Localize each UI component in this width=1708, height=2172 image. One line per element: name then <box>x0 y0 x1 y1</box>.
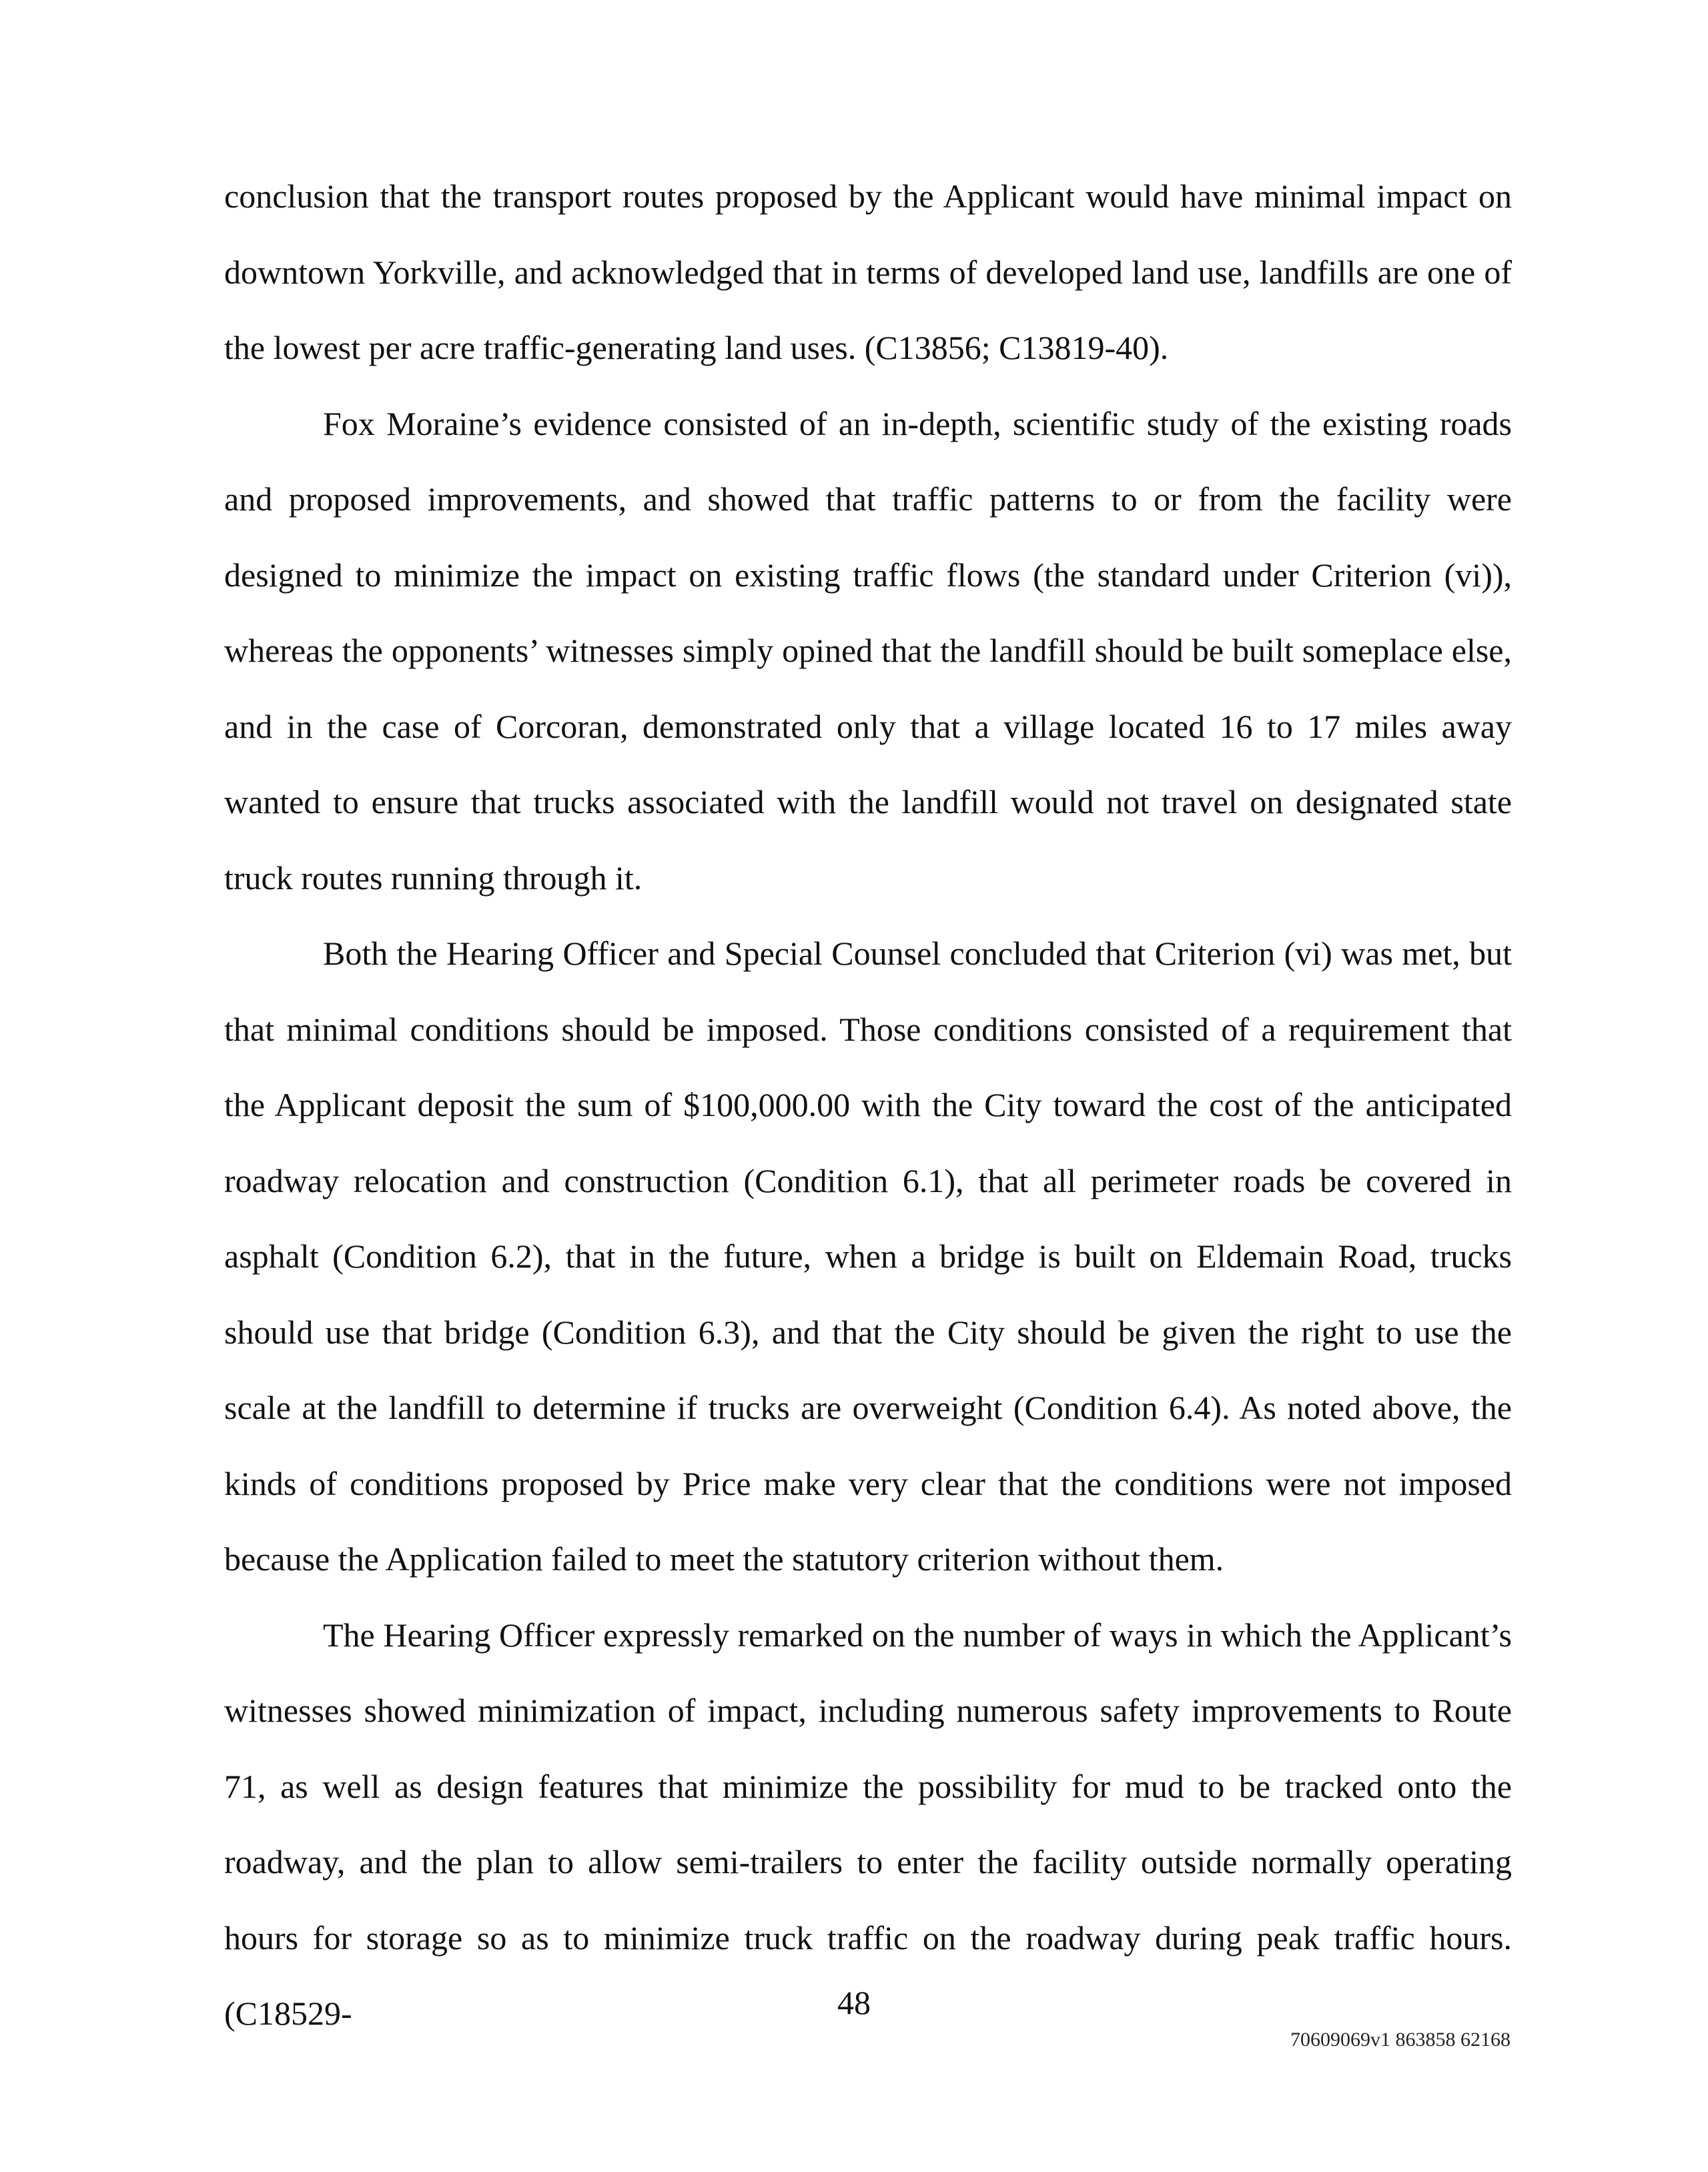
paragraph-2: Fox Moraine’s evidence consisted of an in-depth, scientific study of the existing roads and proposed improvements, and showed that traffic patterns to or from the facility were designed to minimize the impact on existing traffic flows (the standard under Criterion (vi)), whereas the opponents’ witnesses simply opined that the landfill should be built someplace else, and in the case of Corcoran, demonstrated only that a village located 16 to 17 miles away wanted to ensure that trucks associated with the landfill would not travel on designated state truck routes running through it. <box>224 404 1512 897</box>
page-number: 48 <box>837 1984 871 2021</box>
document-id: 70609069v1 863858 62168 <box>1290 2029 1511 2051</box>
paragraph-1: conclusion that the transport routes proposed by the Applicant would have minimal impact on downtown Yorkville, and acknowledged that in terms of developed land use, landfills are one of the lowest per acre traffic-generating land uses. (C13856; C13819-40). <box>224 177 1512 366</box>
paragraph-3: Both the Hearing Officer and Special Counsel concluded that Criterion (vi) was met, but that minimal conditions should be imposed. Those conditions consisted of a requirement that the Applicant deposit the sum of $100,000.00 with the City toward the cost of the anticipated roadway relocation and construction (Condition 6.1), that all perimeter roads be covered in asphalt (Condition 6.2), that in the future, when a bridge is built on Eldemain Road, trucks should use that bridge (Condition 6.3), and that the City should be given the right to use the scale at the landfill to determine if trucks are overweight (Condition 6.4). As noted above, the kinds of conditions proposed by Price make very clear that the conditions were not imposed because the Application failed to meet the statutory criterion without them. <box>224 935 1512 1578</box>
paragraph-4: The Hearing Officer expressly remarked on the number of ways in which the Applicant’s witnesses showed minimization of impact, including numerous safety improvements to Route 71, as well as design features that minimize the possibility for mud to be tracked onto the roadway, and the plan to allow semi-trailers to enter the facility outside normally operating hours for storage so as to minimize truck traffic on the roadway during peak traffic hours. (C18529- <box>224 1616 1512 2032</box>
document-body <box>224 159 1512 2052</box>
